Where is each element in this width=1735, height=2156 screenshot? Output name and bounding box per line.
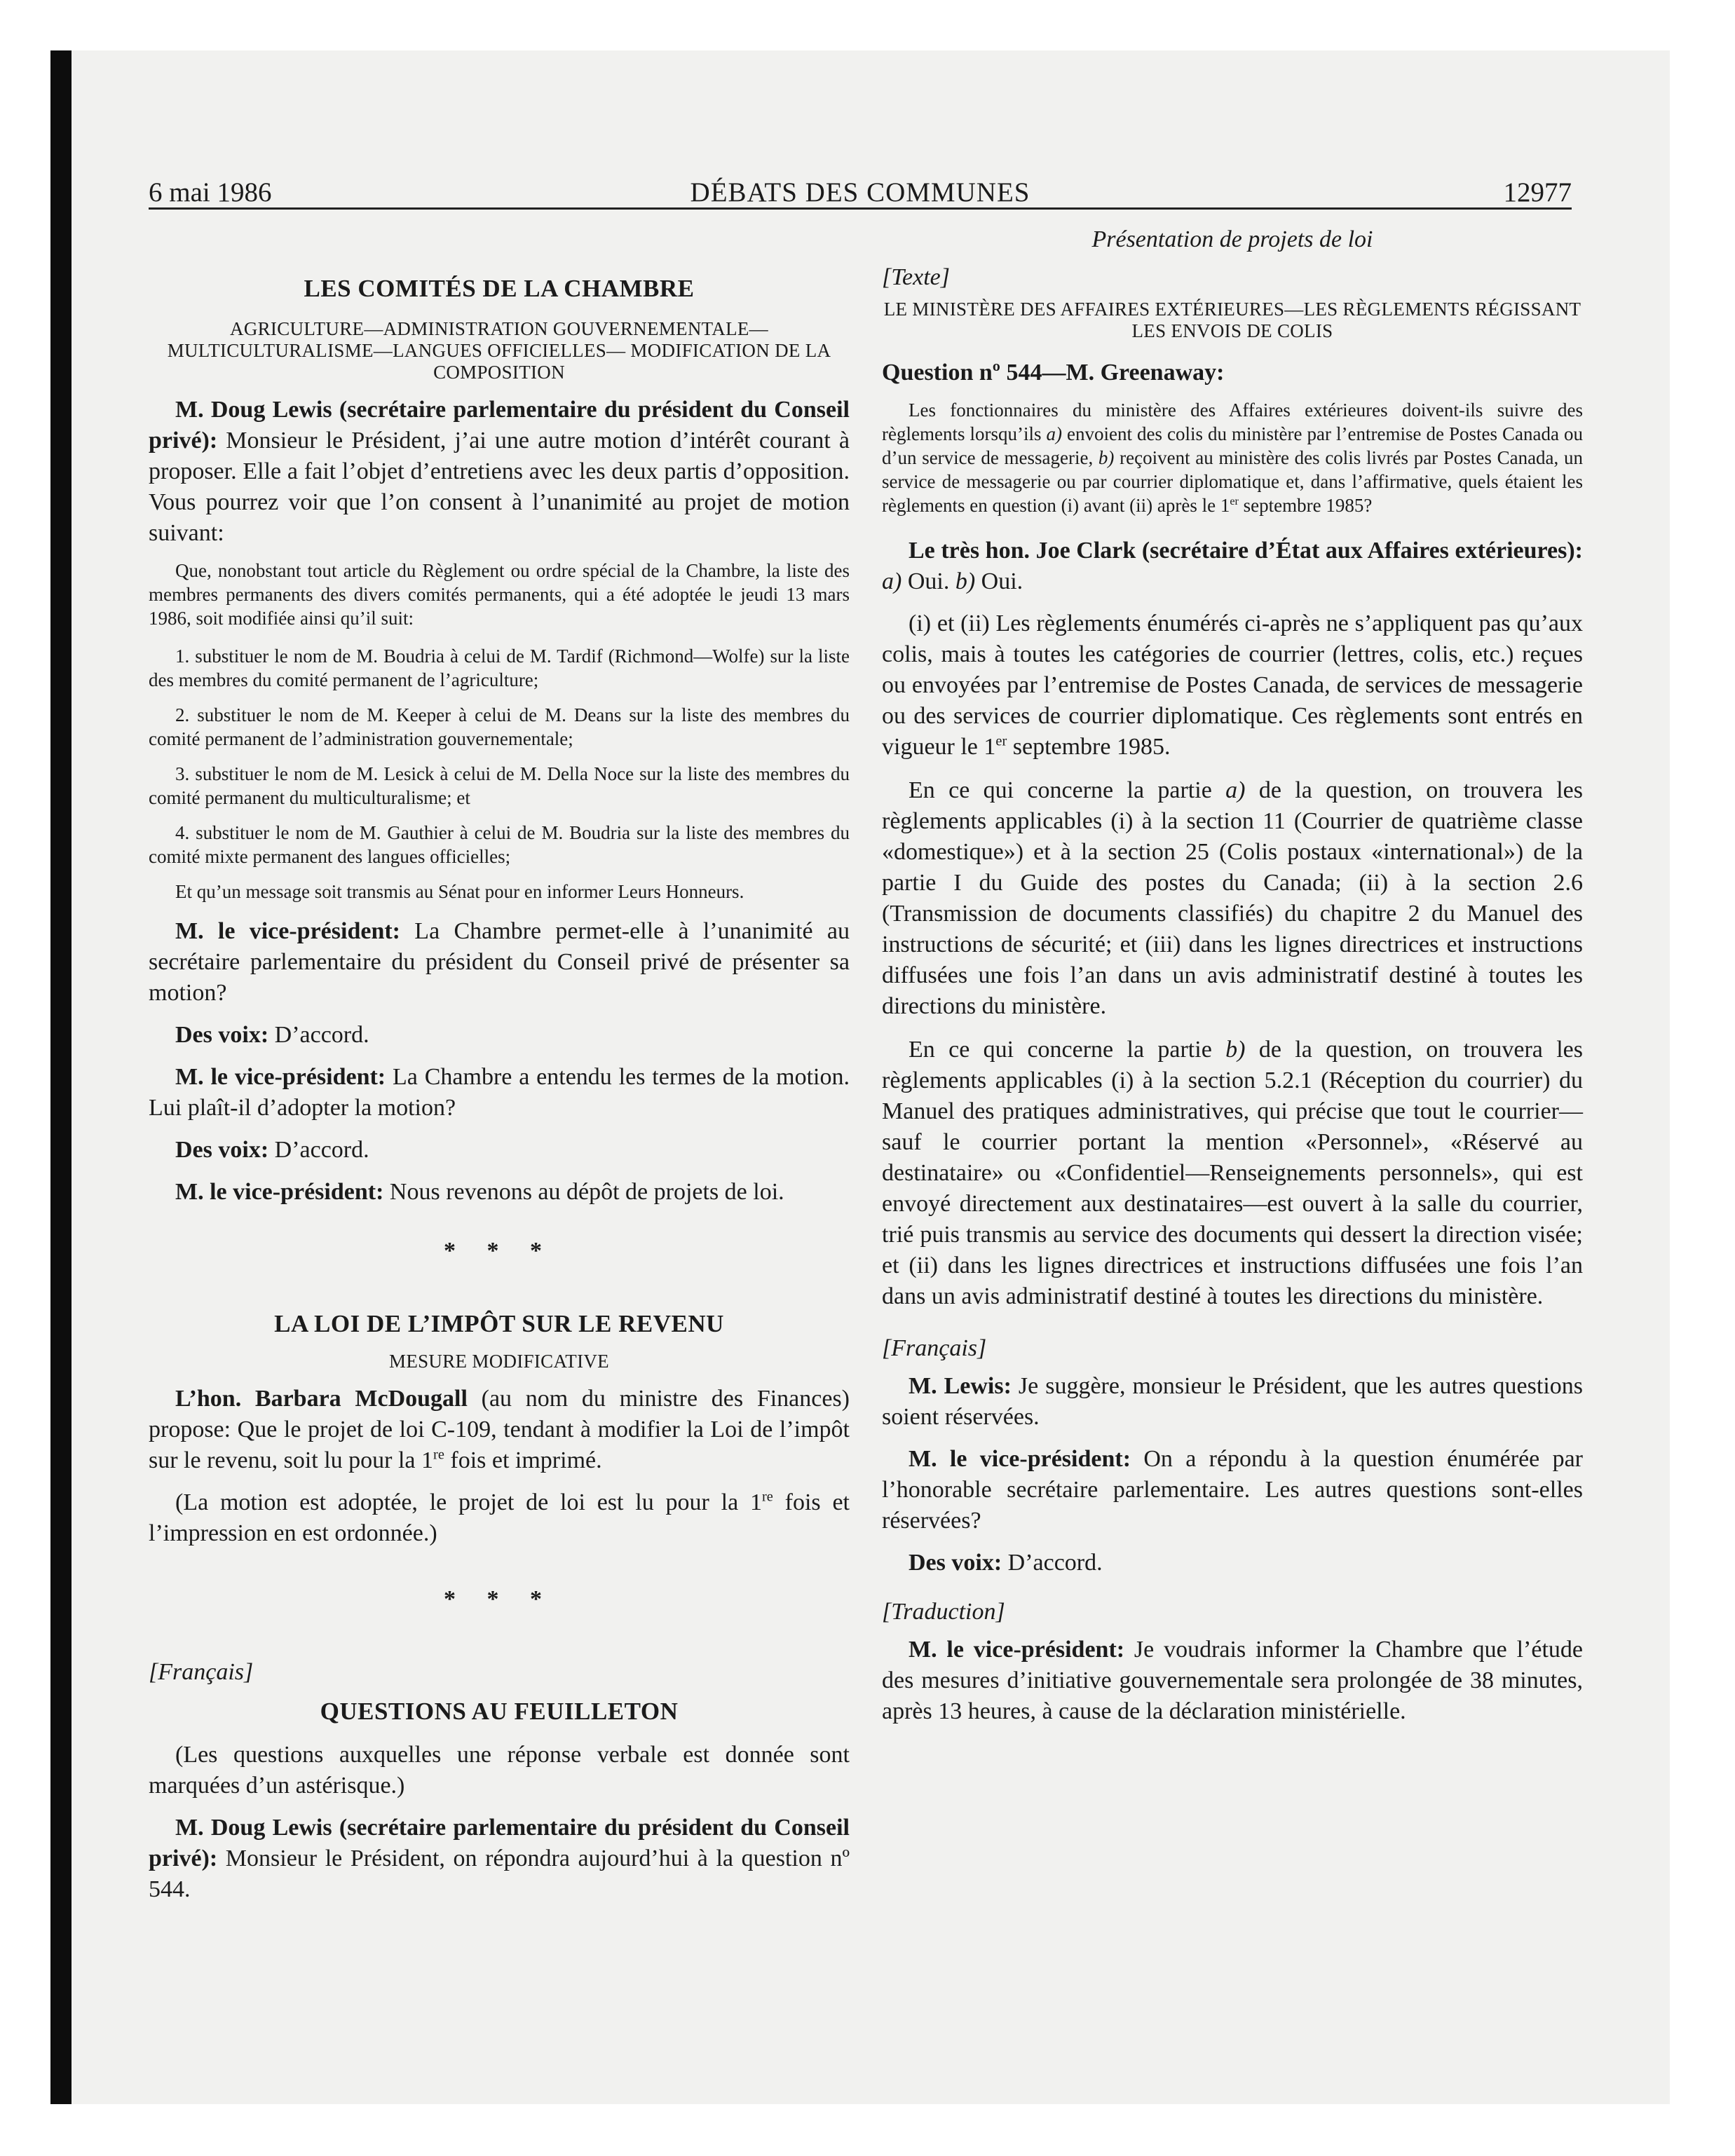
ordinal-superscript: er [1230, 495, 1239, 507]
header-date: 6 mai 1986 [149, 177, 272, 207]
paragraph-vp-3 [149, 1177, 850, 1208]
motion-intro: Que, nonobstant tout article du Règlement ou ordre spécial de la Chambre, la liste des membres permanents des divers comités permanents, qui a été adoptée le jeudi 13 mars 1986, soit modifiée ainsi qu’il suit: [149, 560, 850, 629]
speaker-name: M. le vice-président: [175, 1064, 386, 1090]
speech-text: (au nom du ministre des Finances) propose: Que le projet de loi C-109, tendant à modifier la Loi de l’impôt sur le revenu, soit lu pour la 1 [149, 1386, 850, 1473]
body-text: septembre 1985. [1007, 734, 1171, 760]
ordinal-superscript: er [995, 733, 1007, 749]
speaker-name: M. le vice-président: [175, 918, 400, 944]
body-text: En ce qui concerne la partie [909, 1037, 1226, 1063]
paragraph-vp-1 [149, 916, 850, 1009]
speech-text: Je suggère, monsieur le Président, que les autres questions soient réservées. [882, 1373, 1583, 1430]
section-separator: * * * [444, 1586, 554, 1612]
speech-text: fois et imprimé. [444, 1447, 602, 1473]
paragraph-reglements-3 [882, 1035, 1583, 1312]
right-column [882, 224, 1583, 1727]
speaker-name: Des voix: [175, 1137, 269, 1163]
paragraph-clark [882, 535, 1583, 597]
section-separator: * * * [444, 1238, 554, 1264]
speaker-name: M. Doug Lewis (secrétaire parlementaire du président du Conseil privé): [149, 1815, 850, 1871]
speaker-name: M. Doug Lewis (secrétaire parlementaire du président du Conseil privé): [149, 397, 850, 453]
part-marker: b) [1098, 447, 1115, 468]
page-header [149, 177, 1572, 207]
motion-item-1: 1. substituer le nom de M. Boudria à celui de M. Tardif (Richmond—Wolfe) sur la liste des membres du comité permanent de l’agriculture; [149, 646, 850, 690]
motion-item-2: 2. substituer le nom de M. Keeper à celui de M. Deans sur la liste des membres du comité permanent de l’administration gouvernementale; [149, 704, 850, 749]
speech-text: Oui. [901, 568, 955, 594]
heading-comites: LES COMITÉS DE LA CHAMBRE [304, 275, 695, 302]
paragraph-lewis-answer [149, 1813, 850, 1905]
language-tag: [Texte] [882, 264, 950, 290]
header-rule [149, 207, 1572, 210]
paragraph-adoption [149, 1487, 850, 1549]
speaker-name: L’hon. Barbara McDougall [175, 1386, 468, 1412]
speaker-name: M. le vice-président: [909, 1446, 1131, 1472]
heading-impot: LA LOI DE L’IMPÔT SUR LE REVENU [274, 1310, 724, 1337]
speech-text: On a répondu à la question énumérée par l’honorable secrétaire parlementaire. Les autres questions sont-elles réservées? [882, 1446, 1583, 1534]
speech-text: Je voudrais informer la Chambre que l’étude des mesures d’initiative gouvernementale sera prolongée de 38 minutes, après 13 heures, à cause de la déclaration ministérielle. [882, 1637, 1584, 1724]
ordinal-superscript: re [762, 1489, 773, 1505]
speaker-name: M. le vice-président: [909, 1637, 1125, 1663]
speech-text: D’accord. [268, 1022, 369, 1048]
paragraph-lewis-suggest [882, 1371, 1583, 1433]
motion-item-4: 4. substituer le nom de M. Gauthier à celui de M. Boudria sur la liste des membres du comité mixte permanent des langues officielles; [149, 822, 850, 867]
language-tag: [Français] [882, 1335, 987, 1361]
speaker-name: M. Lewis: [909, 1373, 1012, 1399]
paragraph-lewis-motion [149, 395, 850, 549]
speaker-name: M. le vice-président: [175, 1179, 384, 1205]
body-text: de la question, on trouvera les règlements applicables (i) à la section 5.2.1 (Réception du courrier) du Manuel des pratiques administratives, qui précise que tout le courrier—sauf le courrier portant la mention «Personnel», «Réservé au destinataire» ou «Confidentiel—Renseignements personnels», qui est envoyé directement aux destinataires—est ouvert à la salle du courrier, trié puis transmis au service des documents qui dessert la direction visée; et (ii) dans les lignes directrices et instructions diffusées une fois l’an dans un avis administratif destiné à toutes les directions du ministère. [882, 1037, 1584, 1309]
paragraph-questions-note: (Les questions auxquelles une réponse verbale est donnée sont marquées d’un astérisque.) [149, 1742, 850, 1799]
speaker-name: Le très hon. Joe Clark (secrétaire d’État aux Affaires extérieures): [909, 538, 1583, 564]
adoption-text: fois et l’impression en est ordonnée.) [149, 1489, 850, 1546]
paragraph-voices-3 [882, 1548, 1583, 1578]
speech-text: D’accord. [268, 1137, 369, 1163]
header-page-number: 12977 [1503, 177, 1572, 207]
paragraph-voices-2 [149, 1135, 850, 1166]
question-heading [882, 357, 1583, 388]
header-title: DÉBATS DES COMMUNES [690, 177, 1030, 207]
left-column [149, 224, 850, 1905]
subheading-impot: MESURE MODIFICATIVE [389, 1351, 609, 1372]
part-marker: a) [1225, 777, 1246, 803]
section-title-presentation: Présentation de projets de loi [1091, 226, 1373, 252]
question-text-part: septembre 1985? [1238, 495, 1373, 516]
language-tag: [Traduction] [882, 1599, 1005, 1625]
part-marker: a) [882, 568, 902, 594]
speech-text: La Chambre permet-elle à l’unanimité au secrétaire parlementaire du président du Conseil privé de présenter sa motion? [149, 918, 850, 1006]
speech-text: Monsieur le Président, j’ai une autre motion d’intérêt courant à proposer. Elle a fait l’objet d’entretiens avec les deux partis d’opposition. Vous pourrez voir que l’on consent à l’unanimité au projet de motion suivant: [149, 428, 850, 546]
motion-end: Et qu’un message soit transmis au Sénat pour en informer Leurs Honneurs. [175, 881, 744, 902]
scan-edge-bar [50, 50, 72, 2104]
speech-text: Oui. [975, 568, 1023, 594]
part-marker: a) [1046, 423, 1062, 444]
paragraph-vp-4 [882, 1444, 1583, 1536]
question-text-part: reçoivent au ministère des colis livrés par Postes Canada, un service de messagerie ou par courrier diplomatique et, dans l’affirmative, quels étaient les règlements en question (i) avant (ii) après le 1 [882, 447, 1583, 516]
paragraph-mcdougall [149, 1384, 850, 1476]
ordinal-superscript: re [433, 1447, 444, 1463]
body-text: de la question, on trouvera les règlements applicables (i) à la section 11 (Courrier de quatrième classe «domestique») et à la section 25 (Colis postaux «international») de la partie I du Guide des postes du Canada; (ii) à la section 2.6 (Transmission de documents classifiés) du chapitre 2 du Manuel des instructions de sécurité; et (iii) dans les lignes directrices et instructions diffusées une fois l’an dans un avis administratif destiné à toutes les directions du ministère. [882, 777, 1584, 1019]
speech-text: La Chambre a entendu les termes de la motion. Lui plaît-il d’adopter la motion? [149, 1064, 850, 1121]
language-tag: [Français] [149, 1659, 254, 1685]
paragraph-reglements-1 [882, 608, 1583, 763]
speech-text: Monsieur le Président, on répondra aujourd’hui à la question nº 544. [149, 1845, 850, 1902]
part-marker: b) [955, 568, 976, 594]
heading-questions: QUESTIONS AU FEUILLETON [320, 1698, 679, 1725]
question-text-part: Les fonctionnaires du ministère des Affaires extérieures doivent-ils suivre des règlements lorsqu’ils [882, 400, 1583, 444]
question-text [882, 398, 1583, 517]
speaker-name: Des voix: [175, 1022, 269, 1048]
speech-text: Nous revenons au dépôt de projets de loi. [383, 1179, 784, 1205]
motion-item-3: 3. substituer le nom de M. Lesick à celui de M. Della Noce sur la liste des membres du comité permanent du multiculturalisme; et [149, 763, 850, 808]
paragraph-reglements-2 [882, 775, 1583, 1022]
paragraph-vp-5 [882, 1635, 1583, 1727]
body-text: (i) et (ii) Les règlements énumérés ci-après ne s’appliquent pas qu’aux colis, mais à toutes les catégories de courrier (lettres, colis, etc.) reçues ou envoyées par l’entremise de Postes Canada, de services de messagerie ou des services de courrier diplomatique. Ces règlements sont entrés en vigueur le 1 [882, 610, 1583, 760]
paragraph-voices-1 [149, 1020, 850, 1051]
speech-text: D’accord. [1002, 1550, 1103, 1576]
heading-ministere: LE MINISTÈRE DES AFFAIRES EXTÉRIEURES—LES RÈGLEMENTS RÉGISSANT LES ENVOIS DE COLIS [883, 299, 1581, 341]
subheading-comites: AGRICULTURE—ADMINISTRATION GOUVERNEMENTALE— MULTICULTURALISME—LANGUES OFFICIELLES— MODIFICATION DE LA COMPOSITION [167, 318, 831, 383]
question-label: Question nº 544—M. Greenaway: [882, 360, 1225, 386]
body-text: En ce qui concerne la partie [909, 777, 1226, 803]
adoption-text: (La motion est adoptée, le projet de loi est lu pour la 1 [175, 1489, 762, 1515]
paragraph-vp-2 [149, 1062, 850, 1124]
part-marker: b) [1225, 1037, 1246, 1063]
speaker-name: Des voix: [909, 1550, 1002, 1576]
question-text-part: envoient des colis du ministère par l’entremise de Postes Canada ou d’un service de messagerie, [882, 423, 1583, 468]
